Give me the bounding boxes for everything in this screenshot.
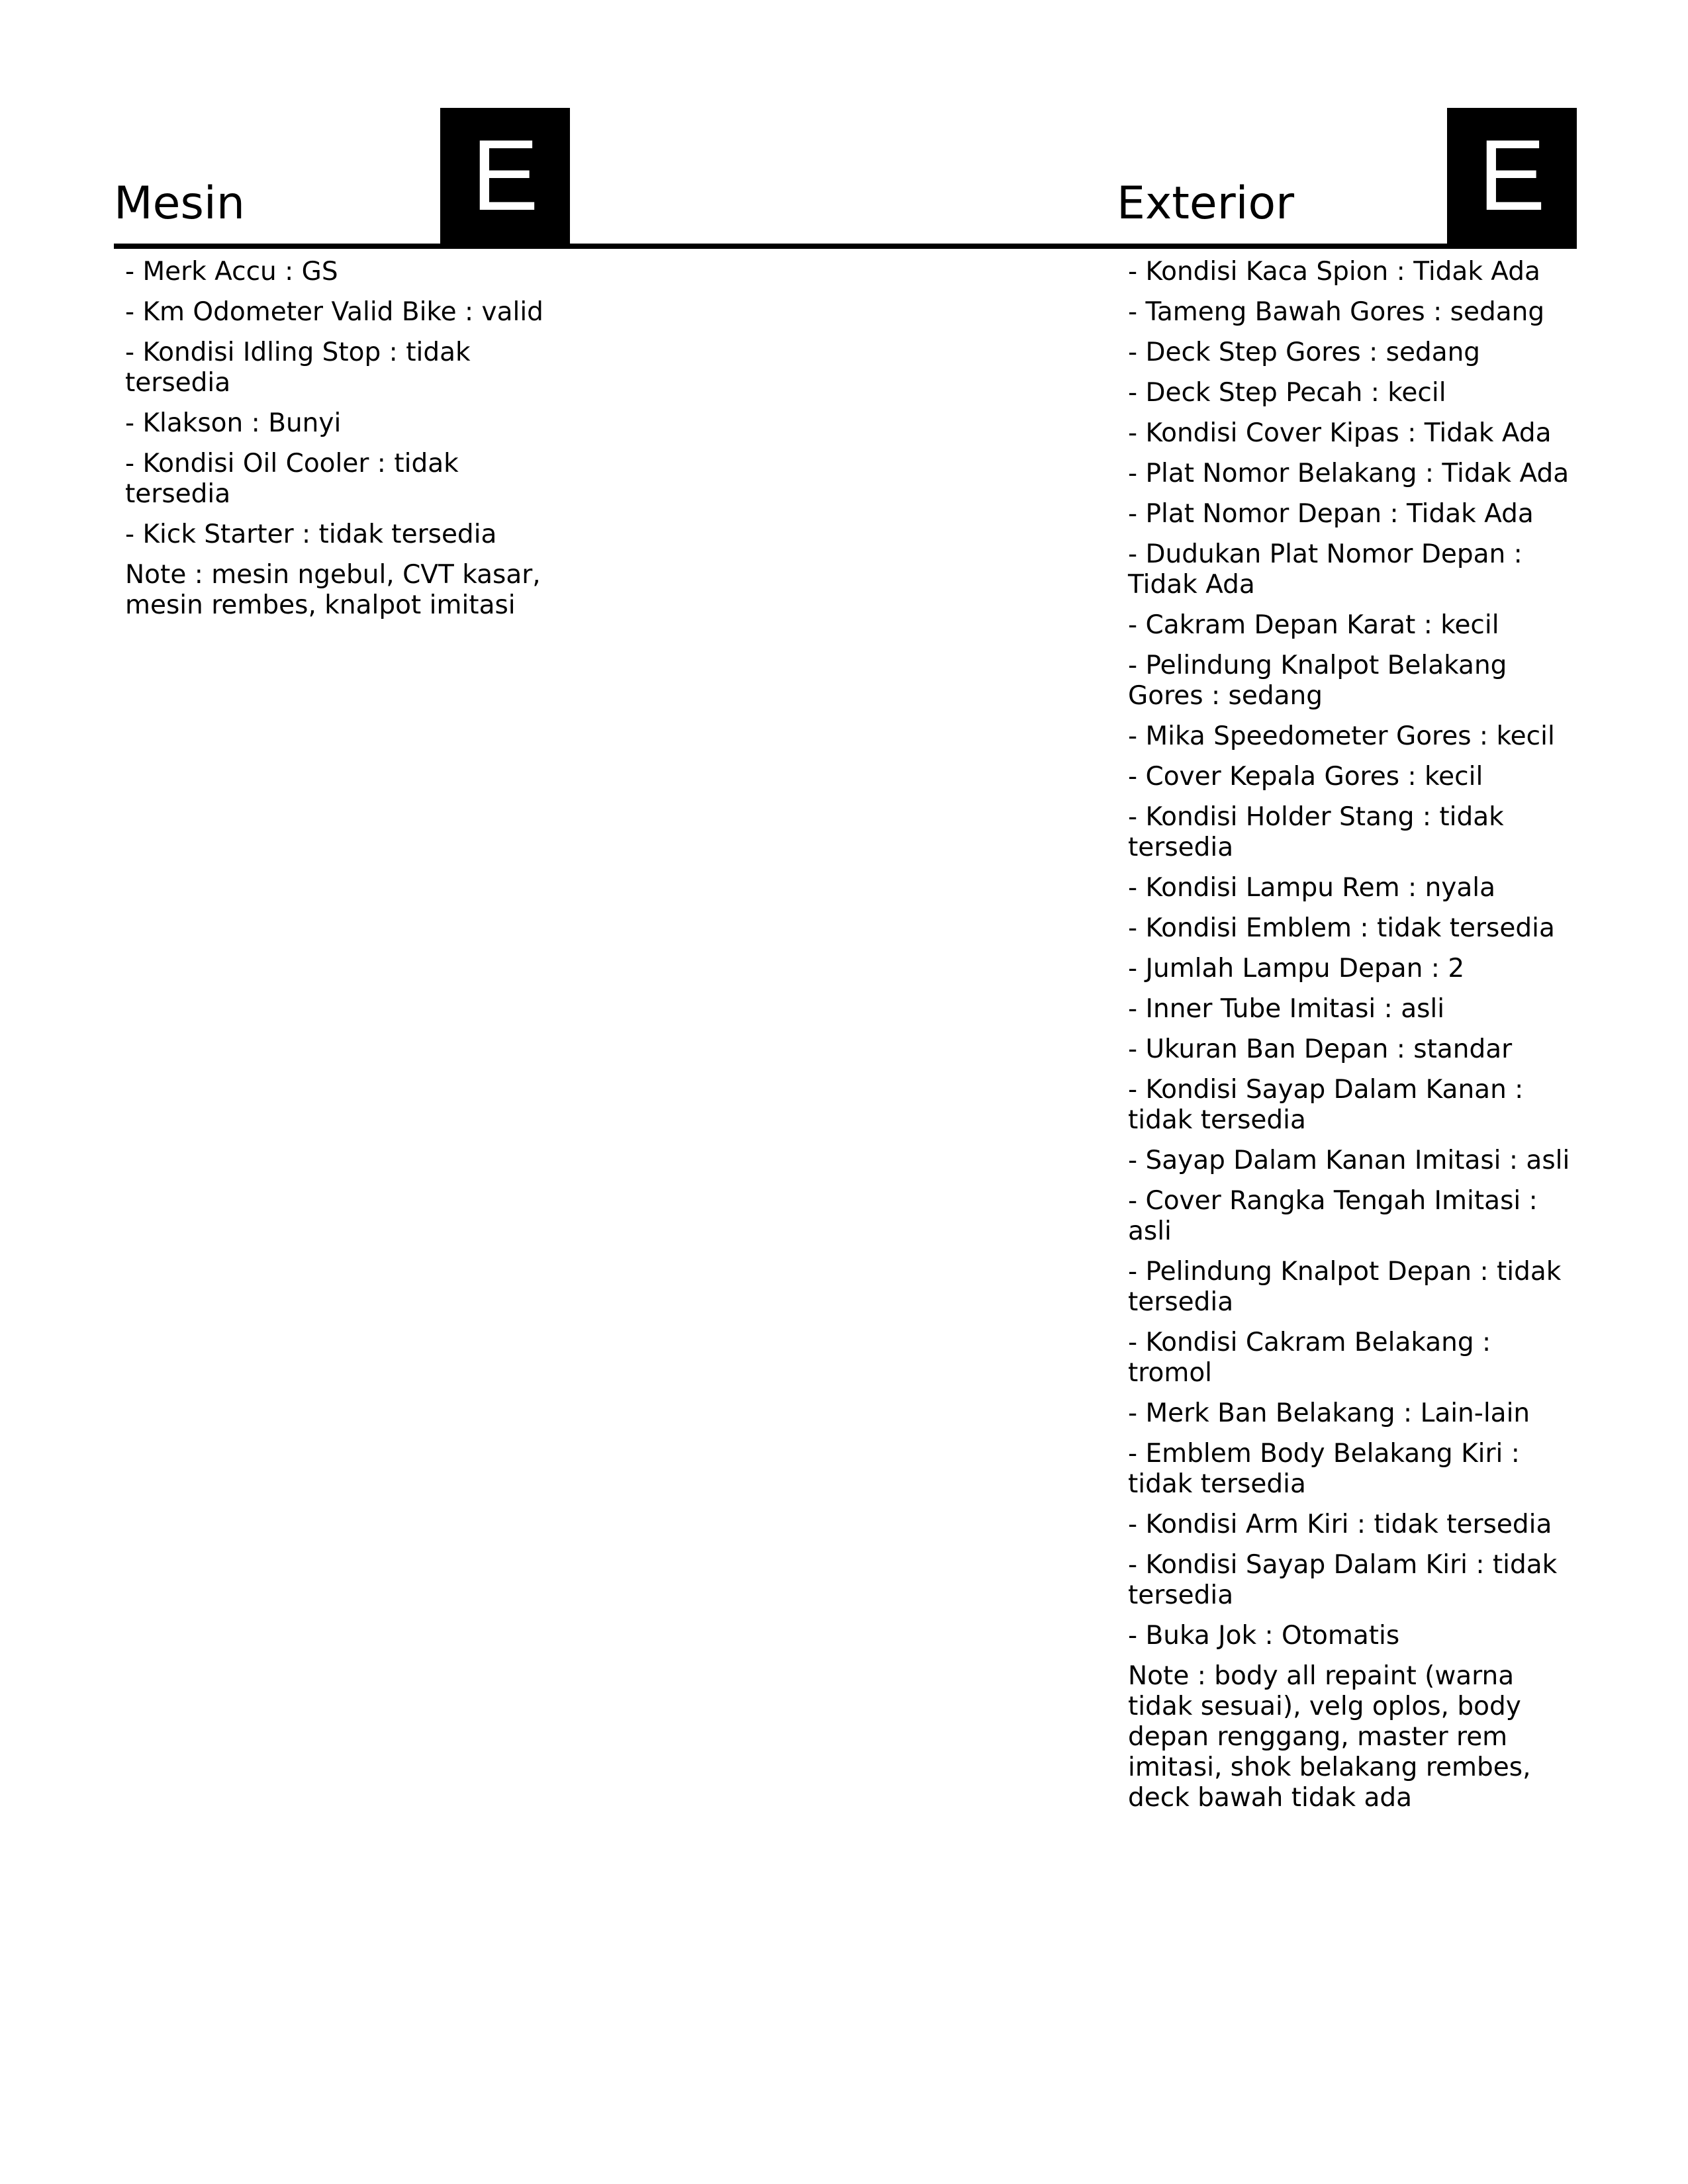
list-item: - Merk Accu : GS: [125, 257, 338, 287]
list-item: - Deck Step Pecah : kecil: [1128, 378, 1446, 408]
list-item: - Cover Rangka Tengah Imitasi : asli: [1128, 1186, 1538, 1246]
list-item: - Deck Step Gores : sedang: [1128, 338, 1481, 367]
list-item: - Kondisi Arm Kiri : tidak tersedia: [1128, 1510, 1552, 1539]
list-item: - Cakram Depan Karat : kecil: [1128, 610, 1499, 640]
header-divider: [114, 244, 1577, 249]
list-item: - Kondisi Lampu Rem : nyala: [1128, 873, 1496, 903]
list-item: - Mika Speedometer Gores : kecil: [1128, 721, 1555, 751]
list-item: - Dudukan Plat Nomor Depan : Tidak Ada: [1128, 539, 1523, 600]
list-item: - Kondisi Oil Cooler : tidak tersedia: [125, 449, 459, 509]
list-item: - Kondisi Sayap Dalam Kanan : tidak tersedia: [1128, 1075, 1524, 1135]
grade-badge-exterior: E: [1447, 108, 1577, 244]
list-item: - Km Odometer Valid Bike : valid: [125, 297, 543, 327]
item-list-exterior: [1128, 257, 1571, 1823]
list-item: - Ukuran Ban Depan : standar: [1128, 1034, 1513, 1064]
list-item: - Klakson : Bunyi: [125, 408, 342, 438]
list-item: - Tameng Bawah Gores : sedang: [1128, 297, 1545, 327]
list-item: - Plat Nomor Belakang : Tidak Ada: [1128, 459, 1570, 488]
list-item: - Emblem Body Belakang Kiri : tidak tersedia: [1128, 1439, 1520, 1499]
list-item: - Pelindung Knalpot Depan : tidak tersedia: [1128, 1257, 1562, 1317]
list-item: - Sayap Dalam Kanan Imitasi : asli: [1128, 1146, 1570, 1175]
list-item: - Kondisi Cover Kipas : Tidak Ada: [1128, 418, 1552, 448]
list-item: - Buka Jok : Otomatis: [1128, 1621, 1400, 1651]
section-title-exterior: Exterior: [1117, 177, 1295, 230]
list-item: - Cover Kepala Gores : kecil: [1128, 762, 1483, 792]
list-item: - Kick Starter : tidak tersedia: [125, 520, 497, 549]
section-title-mesin: Mesin: [114, 177, 245, 230]
list-item: - Kondisi Cakram Belakang : tromol: [1128, 1328, 1491, 1388]
list-item: - Kondisi Idling Stop : tidak tersedia: [125, 338, 471, 398]
list-item: - Plat Nomor Depan : Tidak Ada: [1128, 499, 1534, 529]
list-item: - Inner Tube Imitasi : asli: [1128, 994, 1445, 1024]
list-item: - Kondisi Kaca Spion : Tidak Ada: [1128, 257, 1540, 287]
list-item: - Pelindung Knalpot Belakang Gores : sedang: [1128, 651, 1507, 711]
note-mesin: Note : mesin ngebul, CVT kasar, mesin rembes, knalpot imitasi: [125, 560, 541, 620]
item-list-mesin: [125, 257, 569, 631]
list-item: - Jumlah Lampu Depan : 2: [1128, 954, 1465, 983]
list-item: - Merk Ban Belakang : Lain-lain: [1128, 1398, 1530, 1428]
list-item: - Kondisi Emblem : tidak tersedia: [1128, 913, 1555, 943]
note-exterior: Note : body all repaint (warna tidak sesuai), velg oplos, body depan renggang, master rem imitasi, shok belakang rembes, deck bawah tidak ada: [1128, 1661, 1531, 1813]
grade-badge-mesin: E: [440, 108, 570, 244]
list-item: - Kondisi Sayap Dalam Kiri : tidak tersedia: [1128, 1550, 1558, 1610]
list-item: - Kondisi Holder Stang : tidak tersedia: [1128, 802, 1504, 862]
